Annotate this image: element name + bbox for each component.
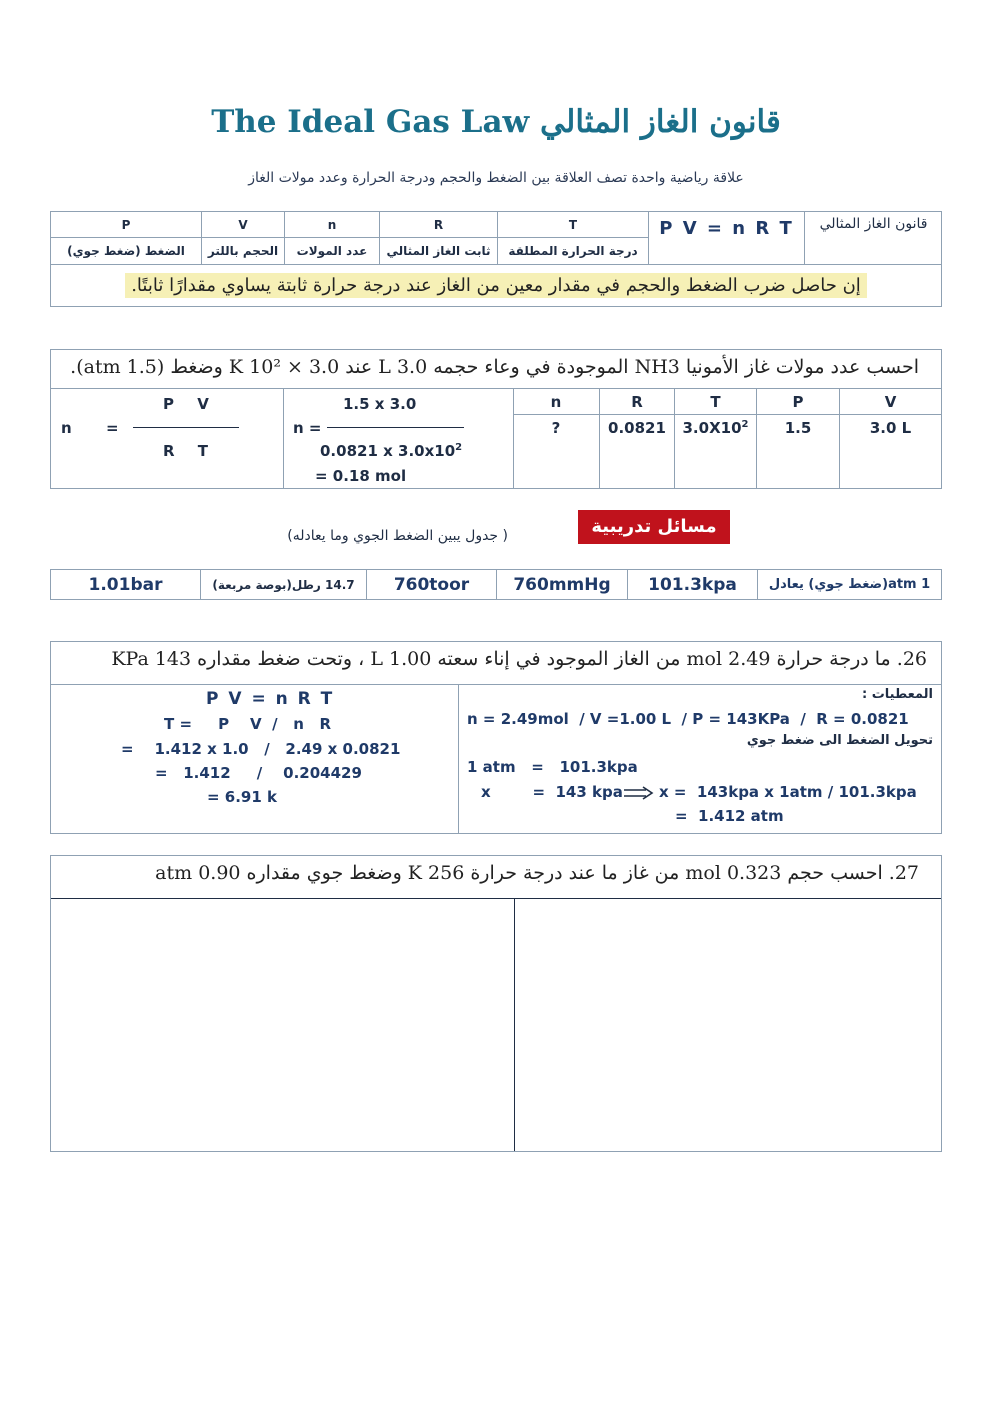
given-header-n: n: [513, 389, 600, 415]
symbol-V: V: [202, 212, 285, 238]
given-value-T: 3.0X10: [682, 419, 742, 437]
sub-denominator-exp: 2: [455, 442, 463, 453]
pressure-atm: 1 atm(ضغط جوي) يعادل: [768, 577, 931, 592]
pressure-bar: 1.01bar: [51, 570, 201, 599]
given-header-P: P: [757, 389, 840, 415]
symbol-T: T: [498, 212, 649, 238]
q26-given-line: n = 2.49mol / V =1.00 L / P = 143KPa / R = 0.0821: [467, 710, 909, 728]
q27-answer-left[interactable]: [51, 899, 515, 1151]
meaning-P: الضغط (ضغط جوي): [51, 238, 202, 265]
q26-box: [50, 641, 942, 834]
sub-denominator: [320, 442, 462, 460]
example-question: احسب عدد مولات غاز الأمونيا NH3 الموجودة في وعاء حجمه 3.0 L عند 3.0 × 10² K وضغط (1.5 atm).: [70, 356, 919, 378]
given-header-R: R: [600, 389, 675, 415]
q26-sol-4: = 1.412 / 0.204429: [155, 764, 362, 782]
sub-denominator-text: 0.0821 x 3.0x10: [320, 442, 456, 460]
sub-numerator: 1.5 x 3.0: [343, 395, 417, 413]
given-header-V: V: [840, 389, 941, 415]
q27-question: 27. احسب حجم 0.323 mol من غاز ما عند درجة حرارة 256 K وضغط جوي مقداره 0.90 atm: [155, 862, 919, 884]
q26-sol-2: T = P V / n R: [164, 715, 332, 733]
given-value-n: ?: [513, 415, 600, 488]
given-value-R: 0.0821: [600, 415, 675, 488]
given-value-P: 1.5: [757, 415, 840, 488]
q27-box: [50, 855, 942, 1152]
q26-conv-3: = 1.412 atm: [675, 807, 784, 825]
q26-conv-1: 1 atm = 101.3kpa: [467, 758, 638, 776]
meaning-n: عدد المولات: [285, 238, 380, 265]
pressure-psi: 14.7 رطل(بوصة مربعة): [201, 570, 367, 599]
given-value-T-cell: [675, 415, 757, 488]
symbol-n: n: [285, 212, 380, 238]
sub-n-label: n =: [293, 419, 322, 437]
meaning-T: درجة الحرارة المطلقة: [498, 238, 649, 265]
example-box: [50, 349, 942, 489]
pressure-mmhg: 760mmHg: [497, 570, 628, 599]
q26-conv-2b: x = 143kpa x 1atm / 101.3kpa: [659, 783, 917, 801]
given-value-T-exp: 2: [741, 419, 749, 430]
given-value-V: 3.0 L: [869, 419, 912, 437]
meaning-V: الحجم باللتر: [202, 238, 285, 265]
pressure-table: [50, 569, 942, 600]
formula-cell: [51, 389, 284, 488]
symbol-P: P: [51, 212, 202, 238]
formula-numerator: P V: [163, 395, 209, 413]
pressure-kpa: 101.3kpa: [628, 570, 758, 599]
q26-sol-5: = 6.91 k: [207, 788, 277, 806]
meaning-R: ثابت الغاز المثالي: [380, 238, 498, 265]
given-header-T: T: [675, 389, 757, 415]
formula-n: n: [61, 419, 72, 437]
implies-arrow-icon: [624, 786, 654, 800]
q26-sol-3: = 1.412 x 1.0 / 2.49 x 0.0821: [121, 740, 401, 758]
formula-eq: =: [106, 419, 119, 437]
q26-sol-1: P V = n R T: [206, 689, 335, 709]
page-title: The Ideal Gas Law قانون الغاز المثالي: [211, 104, 781, 140]
q26-conv-2a: x = 143 kpa: [481, 783, 623, 801]
law-statement-row: [51, 265, 941, 306]
formula-denominator: R T: [163, 442, 209, 460]
pressure-torr: 760toor: [367, 570, 497, 599]
q26-question: 26. ما درجة حرارة 2.49 mol من الغاز الموجود في إناء سعته 1.00 L ، وتحت ضغط مقداره 143 KPa: [111, 648, 927, 670]
substitution-cell: [283, 389, 514, 488]
q26-solution: [51, 685, 459, 833]
q26-convert-label: تحويل الضغط الى ضغط جوي: [746, 733, 933, 748]
q26-givens: [459, 685, 941, 833]
practice-badge: مسائل تدريبية: [578, 510, 730, 544]
symbol-R: R: [380, 212, 498, 238]
law-table: [50, 211, 942, 307]
page-subtitle: علاقة رياضية واحدة تصف العلاقة بين الضغط والحجم ودرجة الحرارة وعدد مولات الغاز: [248, 170, 744, 186]
law-statement: إن حاصل ضرب الضغط والحجم في مقدار معين من الغاز عند درجة حرارة ثابتة يساوي مقدارًا ثابتًا.: [125, 273, 867, 298]
q26-given-label: المعطيات :: [861, 687, 933, 702]
example-result: = 0.18 mol: [315, 467, 407, 485]
law-label: قانون الغاز المثالي: [805, 212, 942, 265]
pressure-caption: ( جدول يبين الضغط الجوي وما يعادله): [287, 528, 508, 544]
law-formula: P V = n R T: [649, 212, 805, 265]
q27-answer-right[interactable]: [515, 899, 941, 1151]
